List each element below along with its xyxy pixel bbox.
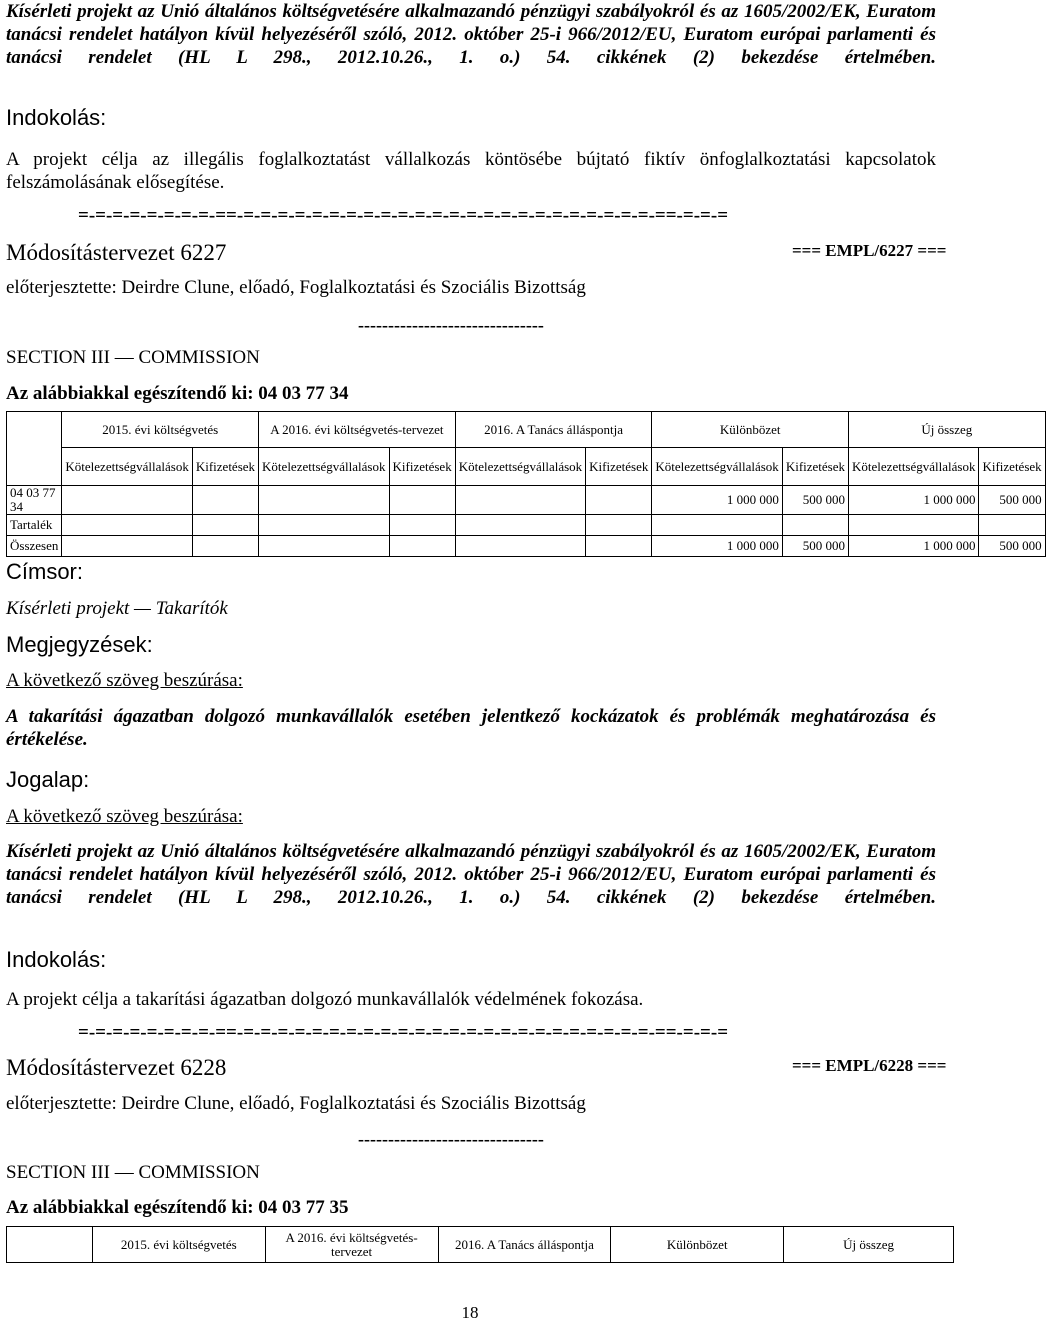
empty-header-cell: [7, 1227, 93, 1263]
table-cell: 1 000 000: [849, 536, 979, 557]
table-row: [7, 515, 1046, 536]
table-row: [7, 486, 1046, 515]
notes-text: A takarítási ágazatban dolgozó munkavállalók esetében jelentkező kockázatok és problémák meghatározása és értékelése.: [6, 706, 936, 750]
budget-table-6227: [6, 411, 1046, 557]
insert-label-1: A következő szöveg beszúrása:: [6, 670, 243, 691]
table-cell: [62, 536, 192, 557]
justification-heading-2: Indokolás:: [6, 947, 107, 972]
justification-text-1: A projekt célja az illegális foglalkoztatást vállalkozás köntösébe bújtató fiktív önfoglalkoztatási kapcsolatok felszámolásának elősegítése.: [6, 149, 936, 193]
col-payments: Kifizetések: [979, 448, 1045, 486]
col-group-2016-draft: A 2016. évi költségvetés-tervezet: [265, 1227, 438, 1263]
table-cell: [259, 515, 389, 536]
table-cell: 500 000: [782, 486, 848, 515]
col-payments: Kifizetések: [192, 448, 258, 486]
table-cell: 1 000 000: [652, 536, 782, 557]
table-cell: [652, 515, 782, 536]
table-cell: 500 000: [782, 536, 848, 557]
col-payments: Kifizetések: [586, 448, 652, 486]
title-text: Kísérleti projekt — Takarítók: [6, 598, 228, 619]
table-cell: [455, 515, 585, 536]
col-commitments: Kötelezettségvállalások: [652, 448, 782, 486]
table-cell: [389, 536, 455, 557]
col-group-2015: 2015. évi költségvetés: [62, 412, 259, 448]
col-group-difference: Különbözet: [611, 1227, 784, 1263]
row-label: 04 03 77 34: [7, 486, 62, 515]
dashes-6228: -------------------------------: [358, 1129, 544, 1149]
table-cell: 500 000: [979, 486, 1045, 515]
amendment-code-6227: === EMPL/6227 ===: [792, 241, 947, 260]
table-cell: [192, 515, 258, 536]
col-group-council: 2016. A Tanács álláspontja: [438, 1227, 611, 1263]
col-commitments: Kötelezettségvállalások: [259, 448, 389, 486]
col-payments: Kifizetések: [782, 448, 848, 486]
table-cell: [192, 486, 258, 515]
table-cell: [389, 486, 455, 515]
table-cell: [259, 486, 389, 515]
notes-heading: Megjegyzések:: [6, 632, 153, 657]
table-cell: [192, 536, 258, 557]
top-legal-paragraph: Kísérleti projekt az Unió általános költségvetésére alkalmazandó pénzügyi szabályokról és az 1605/2002/EK, Euratom tanácsi rendelet hatályon kívül helyezéséről szóló, 2012. október 25-i 966/2012/EU, Euratom európai parlamenti és tanácsi rendelet (HL L 298., 2012.10.26., 1. o.) 54. cikkének (2) bekezdése értelmében.: [6, 1, 936, 68]
table-cell: [62, 486, 192, 515]
table-cell: 1 000 000: [849, 486, 979, 515]
table-cell: [586, 515, 652, 536]
table-row-total: [7, 536, 1046, 557]
row-label: Tartalék: [7, 515, 62, 536]
separator-line-2: =-=-=-=-=-=-=-=-==-=-=-=-=-=-=-=-=-=-=-=-=-=-=-=-=-=-=-=-=-=-=-=-=-==-=-=-=: [78, 1022, 729, 1043]
table-cell: 500 000: [979, 536, 1045, 557]
col-group-difference: Különbözet: [652, 412, 849, 448]
dashes-6227: -------------------------------: [358, 315, 544, 335]
table-cell: [455, 486, 585, 515]
table-cell: [62, 515, 192, 536]
row-label: Összesen: [7, 536, 62, 557]
col-group-2016-draft: A 2016. évi költségvetés-tervezet: [259, 412, 456, 448]
legal-basis-text: Kísérleti projekt az Unió általános költségvetésére alkalmazandó pénzügyi szabályokról és az 1605/2002/EK, Euratom tanácsi rendelet hatályon kívül helyezéséről szóló, 2012. október 25-i 966/2012/EU, Euratom európai parlamenti és tanácsi rendelet (HL L 298., 2012.10.26., 1. o.) 54. cikkének (2) bekezdése értelmében.: [6, 841, 936, 908]
col-commitments: Kötelezettségvállalások: [62, 448, 192, 486]
empty-header-cell: [7, 412, 62, 486]
table-cell: [586, 536, 652, 557]
col-group-2015: 2015. évi költségvetés: [92, 1227, 265, 1263]
table-cell: [389, 515, 455, 536]
legal-basis-heading: Jogalap:: [6, 767, 90, 792]
table-cell: [849, 515, 979, 536]
col-commitments: Kötelezettségvállalások: [455, 448, 585, 486]
col-payments: Kifizetések: [389, 448, 455, 486]
amendment-title-6227: Módosítástervezet 6227: [6, 240, 227, 265]
section-6227: SECTION III — COMMISSION: [6, 347, 260, 368]
col-group-new-amount: Új összeg: [784, 1227, 954, 1263]
table-cell: [455, 536, 585, 557]
table-cell: [979, 515, 1045, 536]
budget-table-6228: [6, 1226, 954, 1263]
title-heading: Címsor:: [6, 559, 83, 584]
section-6228: SECTION III — COMMISSION: [6, 1162, 260, 1183]
separator-line-1: =-=-=-=-=-=-=-=-==-=-=-=-=-=-=-=-=-=-=-=-=-=-=-=-=-=-=-=-=-=-=-=-=-==-=-=-=: [78, 205, 729, 226]
justification-heading-1: Indokolás:: [6, 105, 107, 130]
amendment-code-6228: === EMPL/6228 ===: [792, 1056, 947, 1075]
insert-label-2: A következő szöveg beszúrása:: [6, 806, 243, 827]
budget-line-6228: Az alábbiakkal egészítendő ki: 04 03 77 35: [6, 1197, 349, 1218]
table-cell: [586, 486, 652, 515]
table-cell: 1 000 000: [652, 486, 782, 515]
tabled-by-6228: előterjesztette: Deirdre Clune, előadó, Foglalkoztatási és Szociális Bizottság: [6, 1093, 586, 1114]
budget-line-6227: Az alábbiakkal egészítendő ki: 04 03 77 34: [6, 383, 349, 404]
col-group-council: 2016. A Tanács álláspontja: [455, 412, 652, 448]
table-cell: [259, 536, 389, 557]
amendment-title-6228: Módosítástervezet 6228: [6, 1055, 227, 1080]
table-cell: [782, 515, 848, 536]
col-commitments: Kötelezettségvállalások: [849, 448, 979, 486]
justification-text-2: A projekt célja a takarítási ágazatban dolgozó munkavállalók védelmének fokozása.: [6, 989, 644, 1010]
page-number: 18: [461, 1303, 479, 1322]
tabled-by-6227: előterjesztette: Deirdre Clune, előadó, Foglalkoztatási és Szociális Bizottság: [6, 277, 586, 298]
col-group-new-amount: Új összeg: [849, 412, 1046, 448]
